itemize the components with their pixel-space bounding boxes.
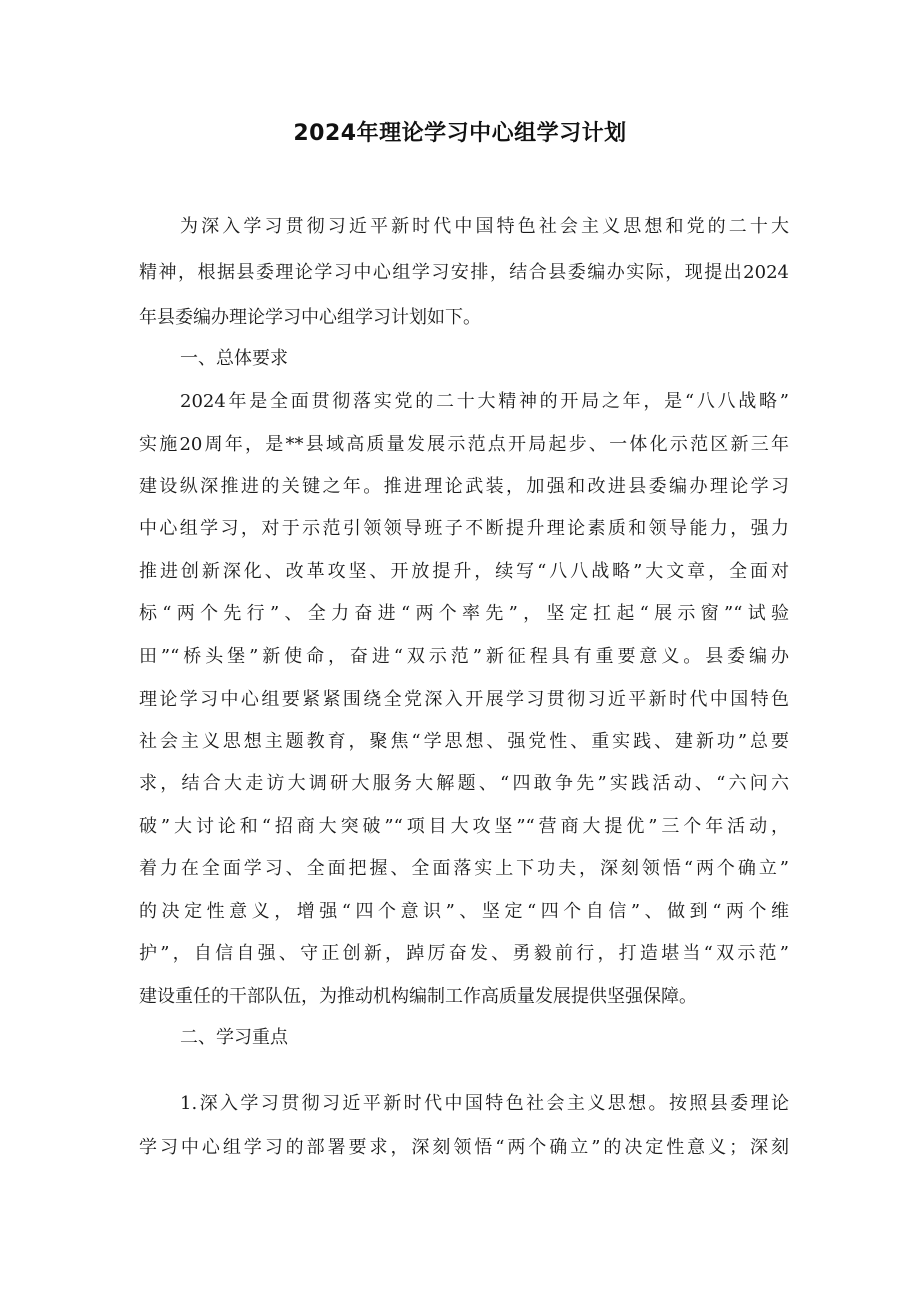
paragraph-line: 建设重任的干部队伍，为推动机构编制工作高质量发展提供坚强保障。 bbox=[139, 986, 697, 1007]
paragraph-line: 的决定性意义，增强“四个意识”、坚定“四个自信”、做到“两个维 bbox=[139, 901, 789, 922]
paragraph-line: 理论学习中心组要紧紧围绕全党深入开展学习贯彻习近平新时代中国特色 bbox=[139, 689, 789, 710]
section-heading: 一、总体要求 bbox=[180, 348, 288, 369]
paragraph-line: 学习中心组学习的部署要求，深刻领悟“两个确立”的决定性意义；深刻 bbox=[139, 1137, 789, 1158]
paragraph-line: 着力在全面学习、全面把握、全面落实上下功夫，深刻领悟“两个确立” bbox=[139, 858, 789, 879]
paragraph-line: 求，结合大走访大调研大服务大解题、“四敢争先”实践活动、“六问六 bbox=[139, 773, 789, 794]
paragraph-line: 年县委编办理论学习中心组学习计划如下。 bbox=[139, 307, 481, 328]
paragraph-line: 中心组学习，对于示范引领领导班子不断提升理论素质和领导能力，强力 bbox=[139, 518, 789, 539]
paragraph-line: 1.深入学习贯彻习近平新时代中国特色社会主义思想。按照县委理论 bbox=[180, 1093, 789, 1114]
paragraph-line: 2024年是全面贯彻落实党的二十大精神的开局之年，是“八八战略” bbox=[180, 391, 789, 412]
paragraph-line: 实施20周年，是**县域高质量发展示范点开局起步、一体化示范区新三年 bbox=[139, 434, 789, 455]
paragraph-line: 社会主义思想主题教育，聚焦“学思想、强党性、重实践、建新功”总要 bbox=[139, 731, 789, 752]
paragraph-line: 田”“桥头堡”新使命，奋进“双示范”新征程具有重要意义。县委编办 bbox=[139, 646, 789, 667]
paragraph-line: 破”大讨论和“招商大突破”“项目大攻坚”“营商大提优”三个年活动， bbox=[139, 816, 789, 837]
paragraph-line: 精神，根据县委理论学习中心组学习安排，结合县委编办实际，现提出2024 bbox=[139, 262, 789, 283]
paragraph-line: 标“两个先行”、全力奋进“两个率先”，坚定扛起“展示窗”“试验 bbox=[139, 603, 789, 624]
paragraph-line: 护”，自信自强、守正创新，踔厉奋发、勇毅前行，打造堪当“双示范” bbox=[139, 943, 789, 964]
paragraph-line: 建设纵深推进的关键之年。推进理论武装，加强和改进县委编办理论学习 bbox=[139, 476, 789, 497]
paragraph-line: 为深入学习贯彻习近平新时代中国特色社会主义思想和党的二十大 bbox=[180, 216, 789, 237]
paragraph-line: 推进创新深化、改革攻坚、开放提升，续写“八八战略”大文章，全面对 bbox=[139, 561, 789, 582]
document-title: 2024年理论学习中心组学习计划 bbox=[293, 121, 627, 146]
section-heading: 二、学习重点 bbox=[180, 1027, 288, 1048]
